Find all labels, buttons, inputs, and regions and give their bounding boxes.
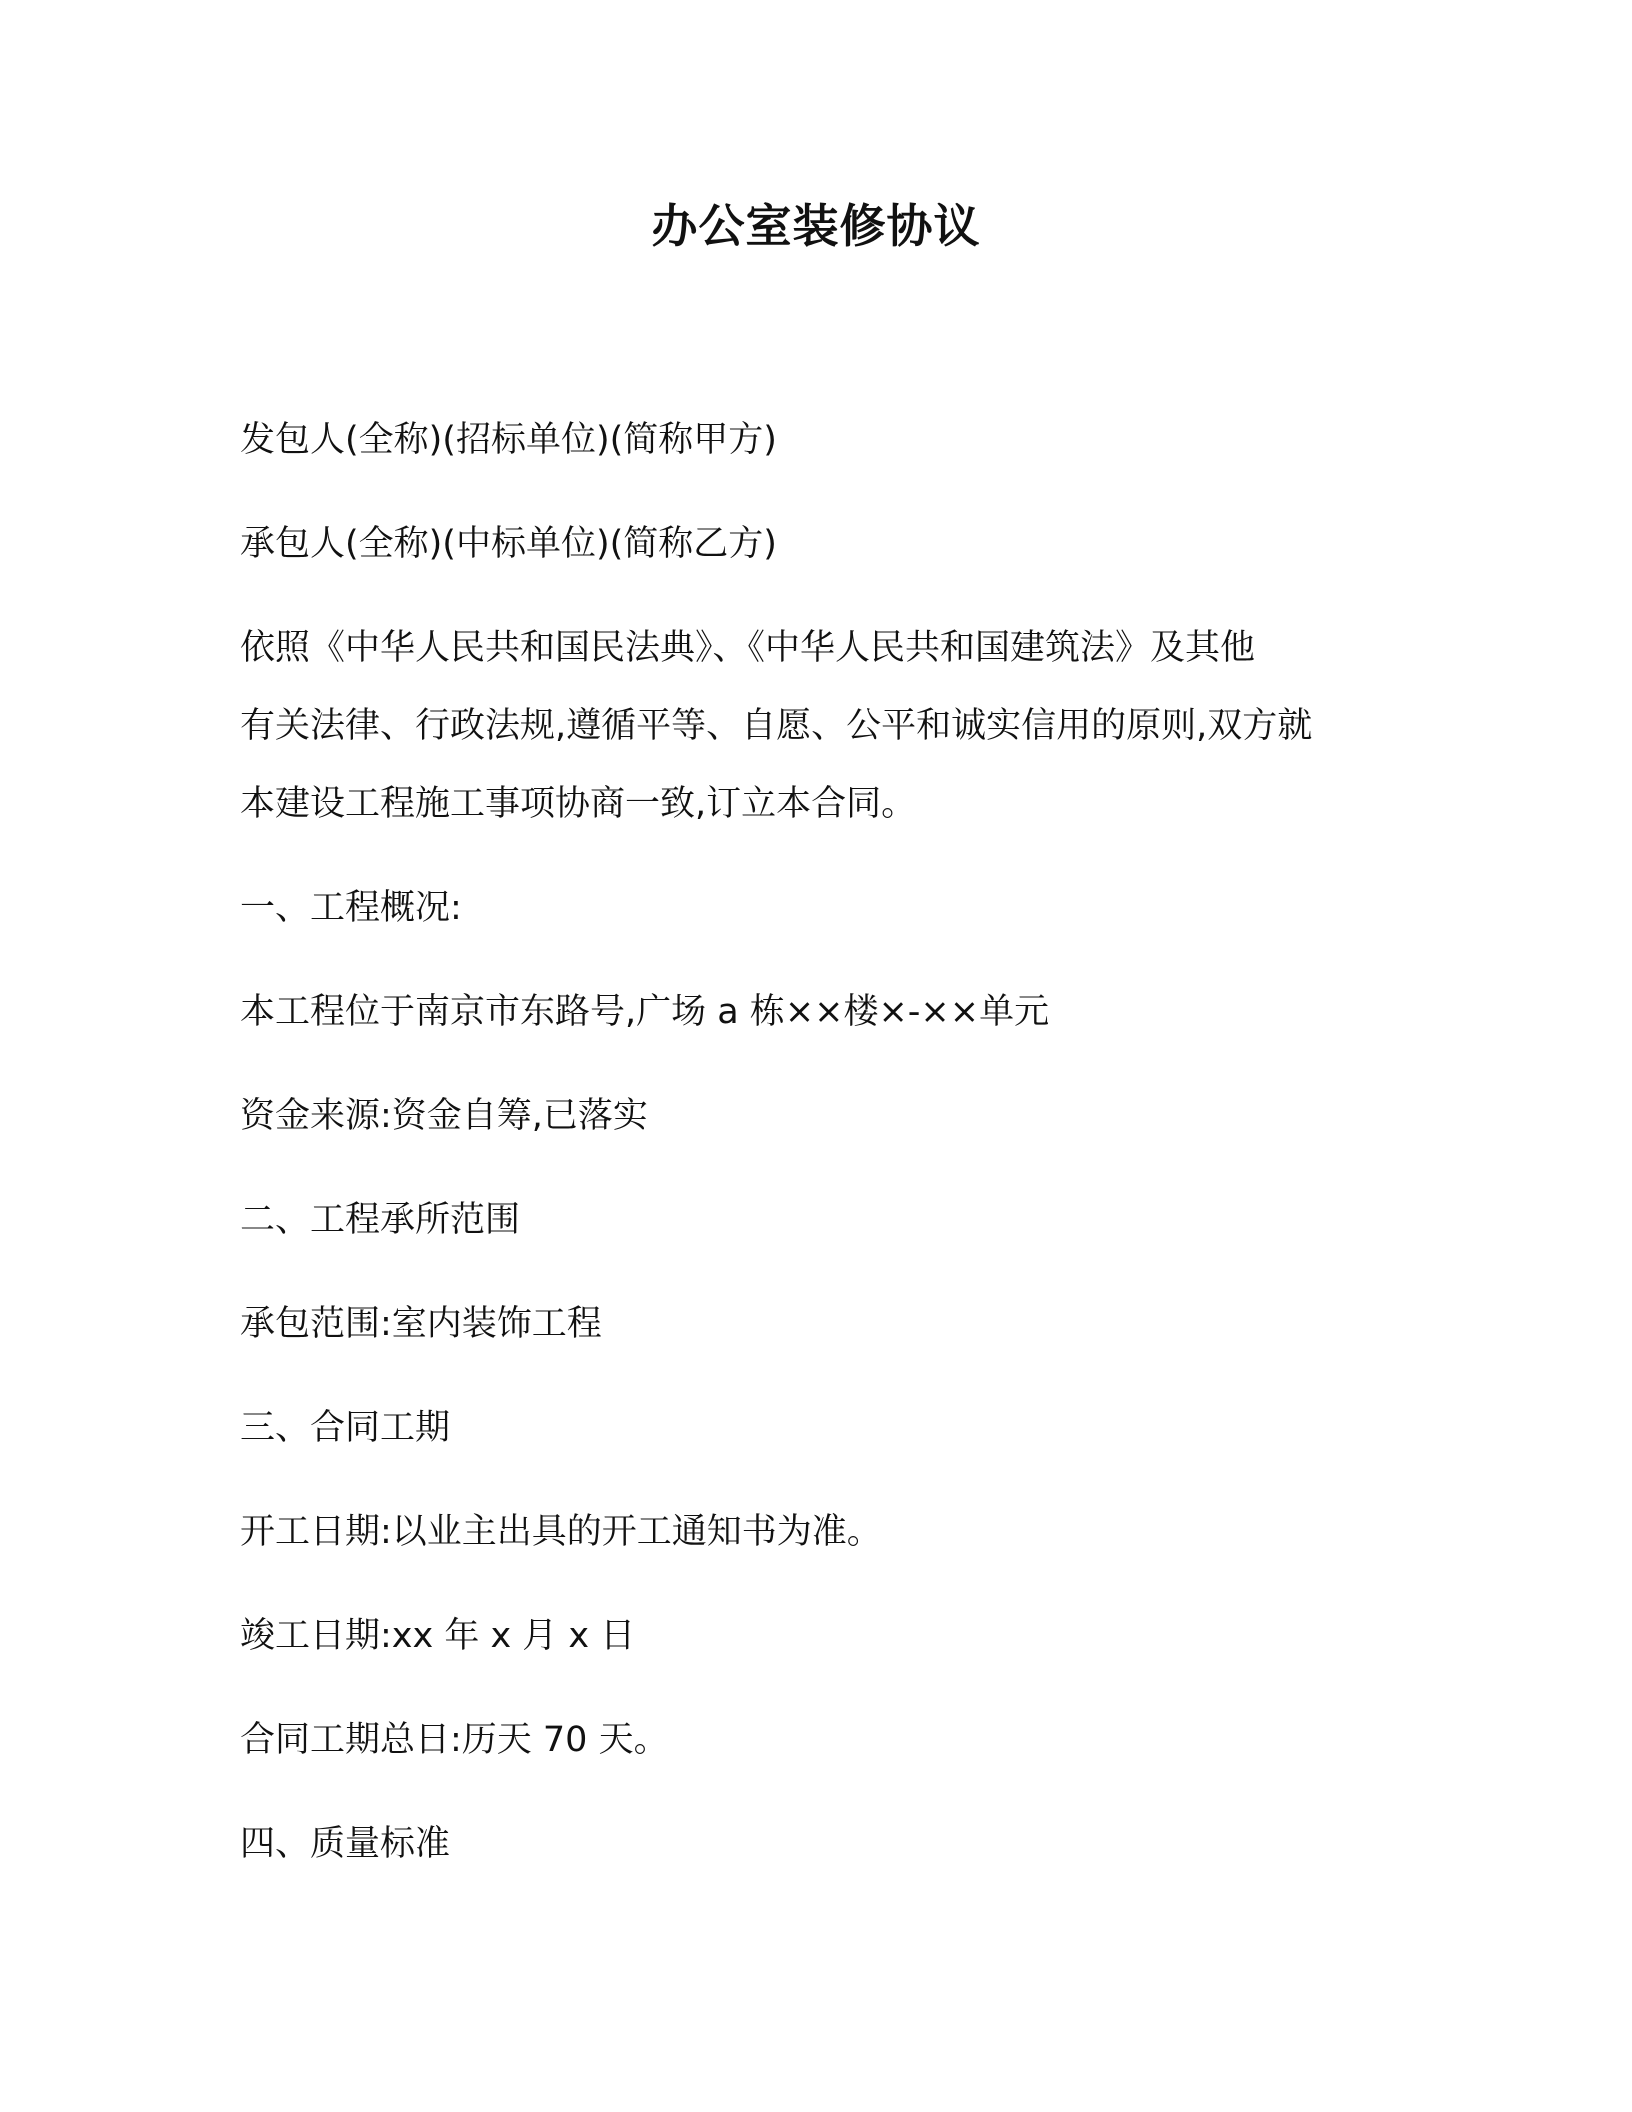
section-heading-overview: 一、工程概况: <box>240 888 462 928</box>
preamble-line-3: 本建设工程施工事项协商一致,订立本合同。 <box>240 784 917 824</box>
party-b-line: 承包人(全称)(中标单位)(简称乙方) <box>240 524 777 564</box>
section-heading-scope: 二、工程承所范围 <box>240 1200 521 1240</box>
contract-scope: 承包范围:室内装饰工程 <box>240 1304 602 1344</box>
party-a-line: 发包人(全称)(招标单位)(简称甲方) <box>240 420 777 460</box>
document-title: 办公室装修协议 <box>651 199 981 253</box>
preamble-line-2: 有关法律、行政法规,遵循平等、自愿、公平和诚实信用的原则,双方就 <box>240 706 1313 746</box>
project-location: 本工程位于南京市东路号,广场 a 栋××楼×-××单元 <box>240 992 1050 1032</box>
funding-source: 资金来源:资金自筹,已落实 <box>240 1096 648 1136</box>
preamble-line-1: 依照《中华人民共和国民法典》、《中华人民共和国建筑法》及其他 <box>240 628 1256 668</box>
start-date: 开工日期:以业主出具的开工通知书为准。 <box>240 1512 882 1552</box>
section-heading-quality: 四、质量标准 <box>240 1824 451 1864</box>
total-duration: 合同工期总日:历天 70 天。 <box>240 1720 669 1760</box>
preamble-paragraph <box>240 609 1400 843</box>
document-body <box>240 414 1400 1922</box>
completion-date: 竣工日期:xx 年 x 月 x 日 <box>240 1616 636 1656</box>
section-heading-duration: 三、合同工期 <box>240 1408 451 1448</box>
